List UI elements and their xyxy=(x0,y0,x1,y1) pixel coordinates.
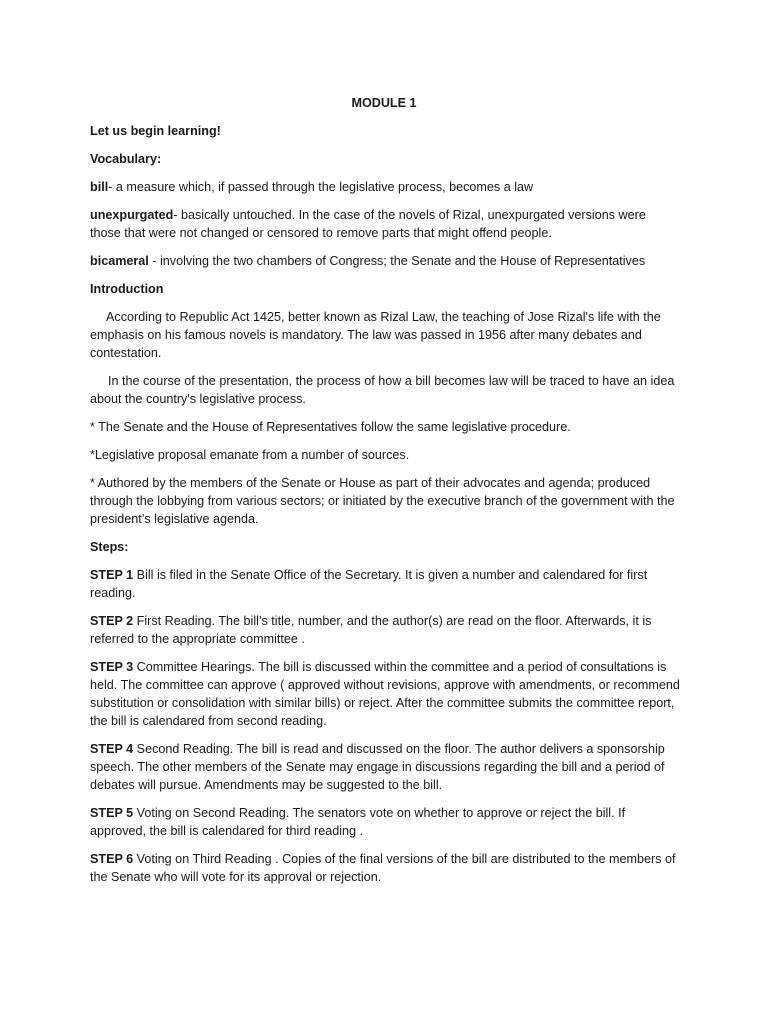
vocab-term: bicameral xyxy=(90,254,149,268)
steps-heading: Steps: xyxy=(90,540,129,554)
vocabulary-heading: Vocabulary: xyxy=(90,152,162,166)
vocab-entry-bicameral xyxy=(90,252,680,270)
vocab-term: bill xyxy=(90,180,109,194)
introduction-heading: Introduction xyxy=(90,282,164,296)
step-label: STEP 4 xyxy=(90,742,134,756)
step-4 xyxy=(90,740,680,794)
step-label: STEP 5 xyxy=(90,806,134,820)
step-5 xyxy=(90,804,680,840)
page-title: MODULE 1 xyxy=(351,96,417,110)
step-text: First Reading. The bill’s title, number, and the author(s) are read on the floor. Afterwards, it is referred to the appropriate committee . xyxy=(90,614,652,646)
step-text: Committee Hearings. The bill is discussed within the committee and a period of consultations is held. The committee can approve ( approved without revisions, approve with amendments, or recommend substitution or consolidation with similar bills) or reject. After the committee submits the committee report, the bill is calendared from second reading. xyxy=(90,660,680,728)
step-3 xyxy=(90,658,680,730)
step-1 xyxy=(90,566,680,602)
step-label: STEP 6 xyxy=(90,852,134,866)
document-body xyxy=(90,122,680,896)
paragraph-rizal-law: According to Republic Act 1425, better known as Rizal Law, the teaching of Jose Rizal's life with the emphasis on his famous novels is mandatory. The law was passed in 1956 after many debates and contestation. xyxy=(90,310,661,360)
step-label: STEP 3 xyxy=(90,660,134,674)
vocab-definition: - involving the two chambers of Congress; the Senate and the House of Representatives xyxy=(148,254,646,268)
step-label: STEP 2 xyxy=(90,614,134,628)
bullet-same-procedure: * The Senate and the House of Representatives follow the same legislative procedure. xyxy=(90,420,571,434)
vocab-entry-unexpurgated xyxy=(90,206,680,242)
bullet-proposal-sources: *Legislative proposal emanate from a number of sources. xyxy=(90,448,410,462)
vocab-definition: - basically untouched. In the case of the novels of Rizal, unexpurgated versions were those that were not changed or censored to remove parts that might offend people. xyxy=(90,208,646,240)
vocab-definition: - a measure which, if passed through the legislative process, becomes a law xyxy=(108,180,534,194)
step-2 xyxy=(90,612,680,648)
step-label: STEP 1 xyxy=(90,568,134,582)
vocab-term: unexpurgated xyxy=(90,208,174,222)
paragraph-presentation: In the course of the presentation, the process of how a bill becomes law will be traced to have an idea about the country's legislative process. xyxy=(90,374,675,406)
intro-heading: Let us begin learning! xyxy=(90,124,221,138)
step-text: Second Reading. The bill is read and discussed on the floor. The author delivers a sponsorship speech. The other members of the Senate may engage in discussions regarding the bill and a period of debates will pursue. Amendments may be suggested to the bill. xyxy=(90,742,665,792)
step-text: Bill is filed in the Senate Office of the Secretary. It is given a number and calendared for first reading. xyxy=(90,568,648,600)
vocab-entry-bill xyxy=(90,178,680,196)
bullet-authored-by: * Authored by the members of the Senate or House as part of their advocates and agenda; produced through the lobbying from various sectors; or initiated by the executive branch of the government with the president’s legislative agenda. xyxy=(90,476,675,526)
step-6 xyxy=(90,850,680,886)
step-text: Voting on Second Reading. The senators vote on whether to approve or reject the bill. If approved, the bill is calendared for third reading . xyxy=(90,806,626,838)
step-text: Voting on Third Reading . Copies of the final versions of the bill are distributed to the members of the Senate who will vote for its approval or rejection. xyxy=(90,852,676,884)
